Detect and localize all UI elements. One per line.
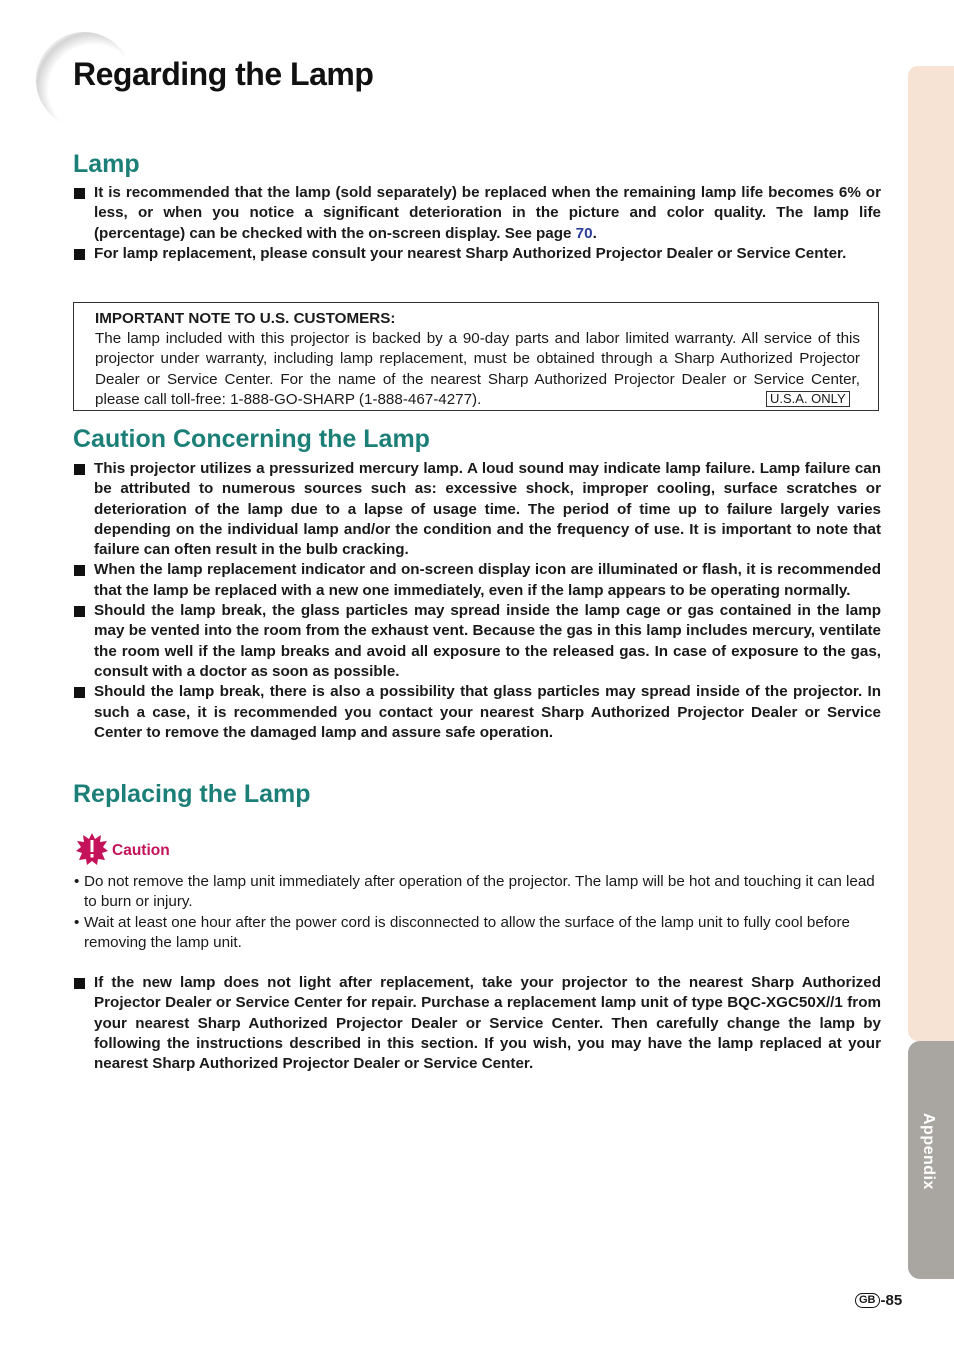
caution-label: Caution [112, 842, 170, 859]
lamp-item-text: It is recommended that the lamp (sold separately) be replaced when the remaining lamp life becomes 6% or less, or when you notice a significant deterioration in the picture and color quality. The lamp life (percentage) can be checked with the on-screen display. See page [94, 184, 881, 242]
caution-dot-list [73, 872, 881, 953]
page-number [855, 1290, 902, 1310]
dot-bullet-icon: • [74, 873, 80, 890]
gb-region-badge: GB [855, 1293, 880, 1308]
list-item [73, 872, 881, 913]
list-item [73, 682, 881, 743]
list-item [73, 459, 881, 560]
square-bullet-icon [74, 606, 85, 617]
page-title: Regarding the Lamp [73, 56, 374, 92]
caution-dot-text: Wait at least one hour after the power cord is disconnected to allow the surface of the lamp unit to fully cool before removing the lamp unit. [84, 913, 850, 951]
square-bullet-icon [74, 188, 85, 199]
square-bullet-icon [74, 464, 85, 475]
replacing-item-text: If the new lamp does not light after replacement, take your projector to the nearest Sharp Authorized Projector Dealer or Service Center for repair. Purchase a replacement lamp unit of type BQC-XGC50X//1 from your nearest Sharp Authorized Projector Dealer or Service Center. Then carefully change the lamp by following the instructions described in this section. If you wish, you may have the lamp replaced at your nearest Sharp Authorized Projector Dealer or Service Center. [94, 974, 881, 1073]
list-item [73, 244, 881, 264]
page-link-70[interactable]: 70 [575, 224, 593, 242]
side-tab-label: Appendix [920, 1113, 937, 1190]
note-body: The lamp included with this projector is backed by a 90-day parts and labor limited warranty. All service of this projector under warranty, including lamp replacement, must be obtained through a Sharp Authorized Projector Dealer or Service Center. For the name of the nearest Sharp Authorized Projector Dealer or Service Center, please call toll-free: 1-888-GO-SHARP (1-888-467-4277). [95, 330, 860, 408]
replacing-bullet-list [73, 973, 881, 1074]
caution-item-text: Should the lamp break, there is also a possibility that glass particles may spread inside of the projector. In such a case, it is recommended you contact your nearest Sharp Authorized Projector Dealer or Service Center to remove the damaged lamp and assure safe operation. [94, 683, 881, 741]
lamp-item-text: For lamp replacement, please consult your nearest Sharp Authorized Projector Dealer or Service Center. [94, 244, 847, 262]
square-bullet-icon [74, 249, 85, 260]
square-bullet-icon [74, 978, 85, 989]
caution-item-text: This projector utilizes a pressurized mercury lamp. A loud sound may indicate lamp failure. Lamp failure can be attributed to numerous sources such as: excessive shock, improper cooling, surface scratches or deterioration of the lamp due to a lapse of usage time. The period of time up to failure largely varies depending on the individual lamp and/or the condition and the frequency of use. It is important to note that failure can often result in the bulb cracking. [94, 460, 881, 559]
caution-dot-text: Do not remove the lamp unit immediately after operation of the projector. The lamp will be hot and touching it can lead to burn or injury. [84, 873, 875, 911]
square-bullet-icon [74, 565, 85, 576]
caution-bullet-list [73, 459, 881, 743]
usa-only-badge: U.S.A. ONLY [766, 391, 850, 407]
caution-item-text: When the lamp replacement indicator and on-screen display icon are illuminated or flash, it is recommended that the lamp be replaced with a new one immediately, even if the lamp appears to be operating normally. [94, 561, 881, 599]
caution-burst-icon [76, 833, 108, 865]
note-title: IMPORTANT NOTE TO U.S. CUSTOMERS: [95, 310, 396, 327]
side-tab-strip [908, 66, 954, 1041]
list-item [73, 560, 881, 601]
page-number-value: -85 [880, 1291, 903, 1309]
section-heading-caution: Caution Concerning the Lamp [73, 425, 430, 453]
list-item [73, 913, 881, 954]
square-bullet-icon [74, 687, 85, 698]
caution-item-text: Should the lamp break, the glass particles may spread inside the lamp cage or gas contained in the lamp may be vented into the room from the exhaust vent. Because the gas in this lamp includes mercury, ventilate the room well if the lamp breaks and avoid all exposure to the released gas. In case of exposure to the gas, consult with a doctor as soon as possible. [94, 602, 881, 680]
list-item [73, 183, 881, 244]
list-item [73, 601, 881, 682]
important-note-box [73, 302, 879, 411]
lamp-item-end: . [592, 224, 597, 242]
lamp-bullet-list [73, 183, 881, 264]
section-heading-lamp: Lamp [73, 150, 140, 178]
section-heading-replacing: Replacing the Lamp [73, 780, 311, 808]
list-item [73, 973, 881, 1074]
dot-bullet-icon: • [74, 913, 80, 931]
